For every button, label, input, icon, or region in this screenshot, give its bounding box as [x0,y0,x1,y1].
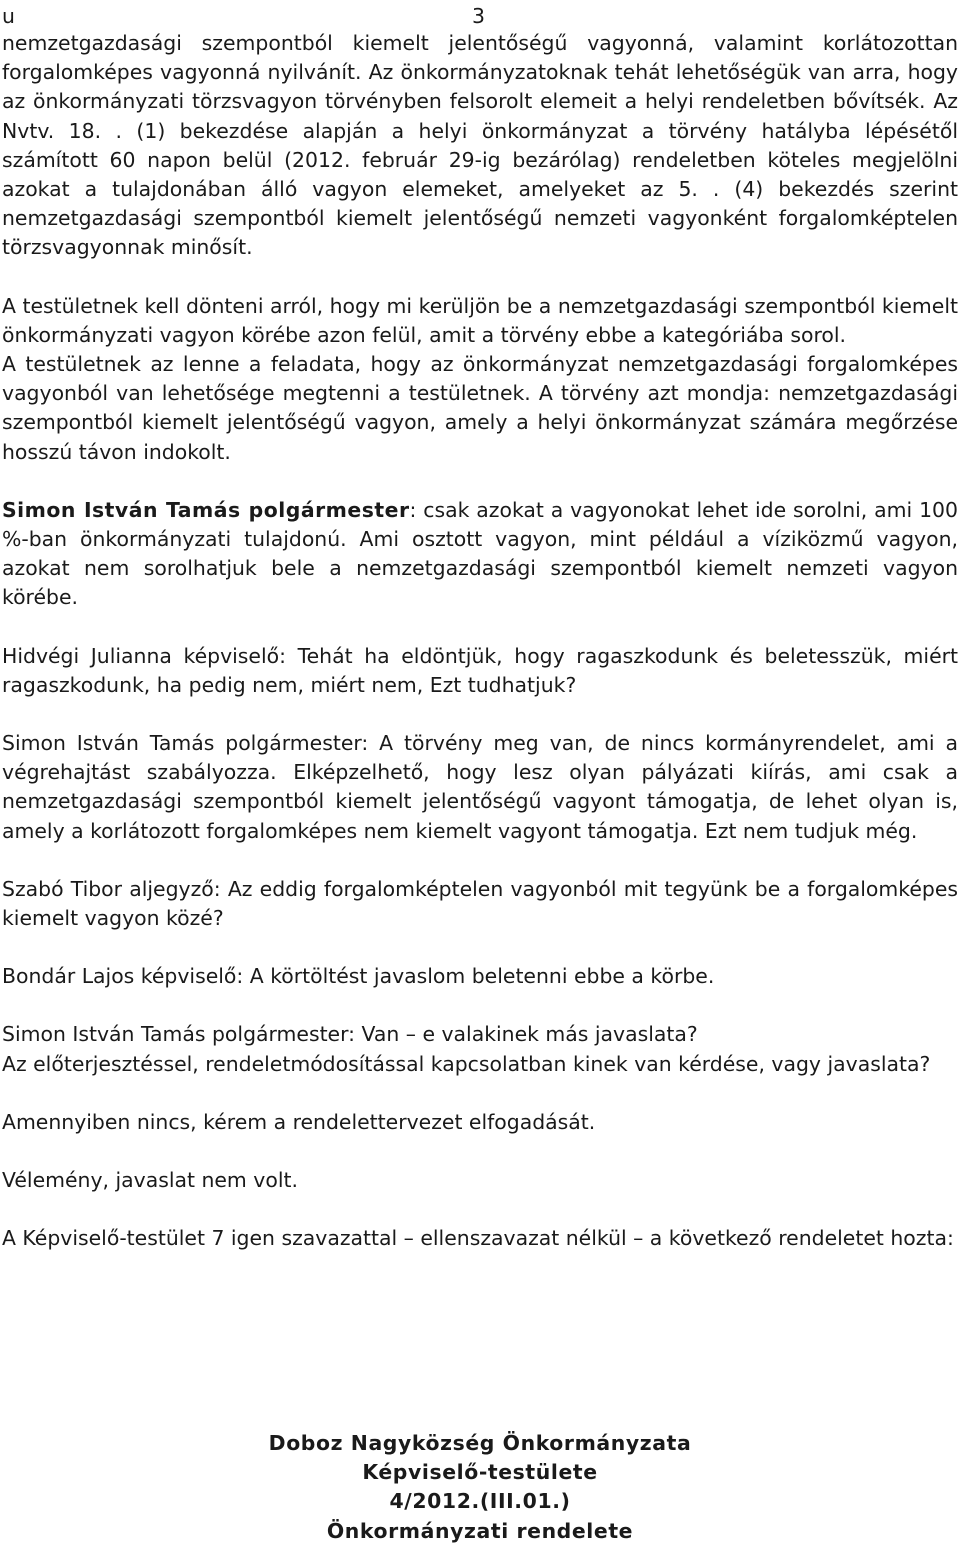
title-line-body: Képviselő-testülete [362,1460,598,1485]
title-line-municipality: Doboz Nagyközség Önkormányzata [268,1431,692,1455]
paragraph-bondar-statement [2,962,958,991]
title-line-number: 4/2012.(III.01.) [389,1489,571,1514]
speaker-name: Hidvégi Julianna képviselő: [2,643,286,668]
speaker-name: Bondár Lajos képviselő: [2,964,244,989]
paragraph-hidvegi-statement [2,642,958,700]
speaker-name: Simon István Tamás polgármester [2,497,410,522]
speaker-name: Simon István Tamás polgármester: [2,1022,356,1047]
paragraph-vote-result: A Képviselő-testület 7 igen szavazattal – ellenszavazat nélkül – a következő rendeletet hozta: [2,1226,954,1251]
paragraph-question-prompt: Az előterjesztéssel, rendeletmódosítással kapcsolatban kinek van kérdése, vagy javaslata? [2,1051,931,1076]
paragraph-council-task: A testületnek az lenne a feladata, hogy az önkormányzat nemzetgazdasági forgalomképes vagyonból van lehetősége megtenni a testületnek. A törvény azt mondja: nemzetgazdasági szempontból kiemelt jelentőségű vagyon, amely a helyi önkormányzat számára megőrzése hosszú távon indokolt. [2,352,958,464]
statement-text: Tehát ha eldöntjük, hogy ragaszkodunk és beletesszük, miért ragaszkodunk, ha pedig nem, miért nem, Ezt tudhatjuk? [2,643,958,697]
ordinance-title-block [0,1429,960,1546]
paragraph-mayor-statement-1 [2,496,958,613]
paragraph-law-context: nemzetgazdasági szempontból kiemelt jelentőségű vagyonná, valamint korlátozottan forgalomképes vagyonná nyilvánít. Az önkormányzatoknak tehát lehetőségük van arra, hogy az önkormányzati törzsvagyon törvényben felsorolt elemeit a helyi rendeletben bővítsék. Az Nvtv. 18. . (1) bekezdése alapján a helyi önkormányzat a törvény hatályba lépésétől számított 60 napon belül (2012. február 29-ig bezárólag) rendeletben köteles megjelölni azokat a tulajdonában álló vagyon elemeket, amelyeket az 5. . (4) bekezdés szerint nemzetgazdasági szempontból kiemelt jelentőségű nemzeti vagyonként forgalomképtelen törzsvagyonnak minősít. [2,31,958,260]
paragraph-council-decision: A testületnek kell dönteni arról, hogy mi kerüljön be a nemzetgazdasági szempontból kiemelt önkormányzati vagyon körébe azon felül, amit a törvény ebbe a kategóriába sorol. [2,293,958,347]
page-number: 3 [472,4,485,28]
paragraph-mayor-statement-2 [2,729,958,846]
speaker-name: Szabó Tibor aljegyző: [2,876,221,901]
statement-text: A körtöltést javaslom beletenni ebbe a körbe. [243,964,715,989]
statement-text: A törvény meg van, de nincs kormányrendelet, ami a végrehajtást szabályozza. Elképzelhető, hogy lesz olyan pályázati kiírás, ami csak a nemzetgazdasági szempontból kiemelt jelentőségű vagyont támogatja, de lehet olyan is, amely a korlátozott forgalomképes nem kiemelt vagyont támogatja. Ezt nem tudjuk még. [2,731,958,843]
speaker-colon: : [409,497,417,522]
statement-text: Van – e valakinek más javaslata? [355,1022,698,1047]
page-header [2,4,958,30]
paragraph-mayor-question [2,1020,958,1049]
document-body [2,29,958,1254]
corner-mark: u [2,4,15,28]
speaker-name: Simon István Tamás polgármester: [2,731,369,756]
statement-text: csak azokat a vagyonokat lehet ide sorolni, ami 100 %-ban önkormányzati tulajdonú. Ami osztott vagyon, mint például a víziközmű vagyon, azokat nem sorolhatjuk bele a nemzetgazdasági szempontból kiemelt nemzeti vagyon körébe. [2,497,958,610]
paragraph-acceptance-request: Amennyiben nincs, kérem a rendelettervezet elfogadását. [2,1109,596,1134]
statement-text: Az eddig forgalomképtelen vagyonból mit tegyünk be a forgalomképes kiemelt vagyon közé? [2,876,958,931]
paragraph-no-comments: Vélemény, javaslat nem volt. [2,1168,298,1193]
paragraph-szabo-statement [2,875,958,933]
title-line-type: Önkormányzati rendelete [326,1518,634,1543]
